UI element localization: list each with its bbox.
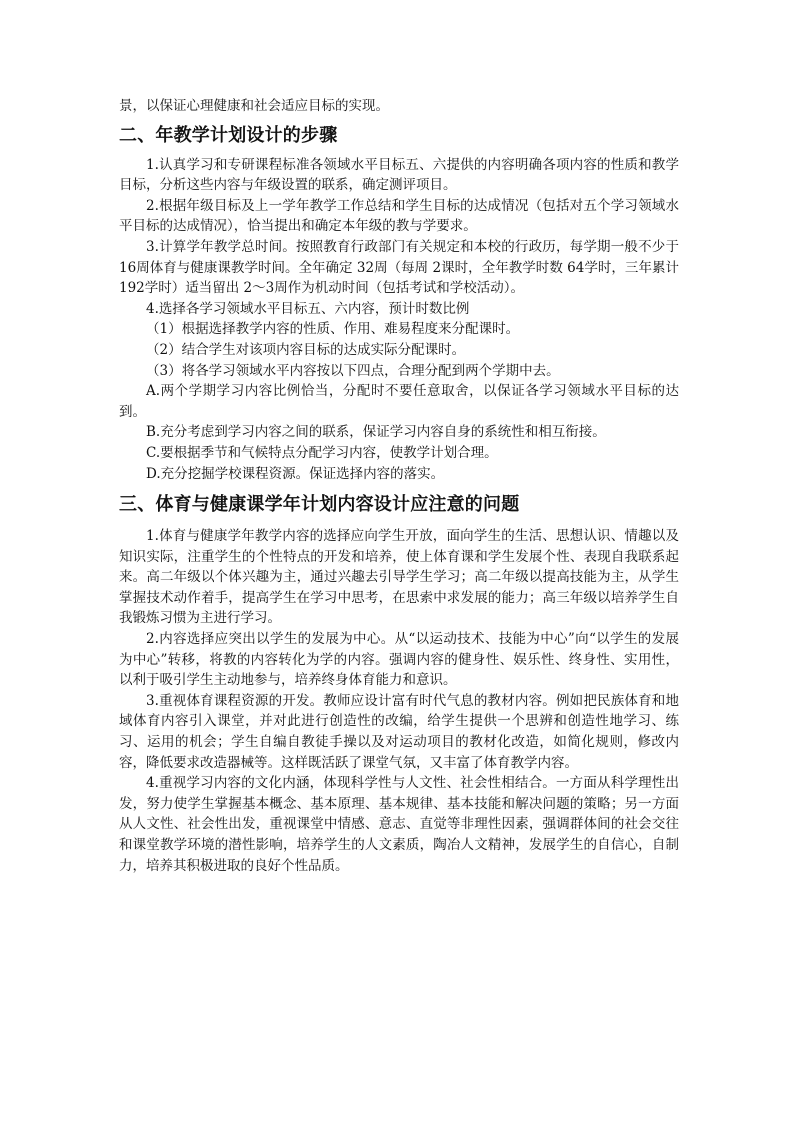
- step-4-paragraph: 4.选择各学习领域水平目标五、六内容，预计时数比例: [146, 300, 470, 317]
- issue-1-paragraph: 1.体育与健康学年教学内容的选择应向学生开放，面向学生的生活、思想认识、情趣以及知识实际，注重学生的个性特点的开发和培养，使上体育课和学生发展个性、表现自我联系起来。高二年级以个体兴趣为主，通过兴趣去引导学生学习；高二年级以提高技能为主，从学生掌握技术动作着手，提高学生在学习中思考，在思索中求发展的能力；高三年级以培养学生自我锻炼习惯为主进行学习。: [119, 528, 679, 627]
- point-c-paragraph: C.要根据季节和气候特点分配学习内容，使教学计划合理。: [146, 444, 498, 461]
- issue-3-paragraph: 3.重视体育课程资源的开发。教师应设计富有时代气息的教材内容。例如把民族体育和地域体育内容引入课堂，并对此进行创造性的改编，给学生提供一个思辨和创造性地学习、练习、运用的机会；学生自编自教徒手操以及对运动项目的教材化改造，如简化规则，修改内容，降低要求改造器械等。这样既活跃了课堂气氛，又丰富了体育教学内容。: [119, 692, 679, 771]
- step-3-paragraph: 3.计算学年教学总时间。按照教育行政部门有关规定和本校的行政历，每学期一般不少于 16周体育与健康课教学时间。全年确定 32周（每周 2课时，全年教学时数 64学时，三年累计 192学时）适当留出 2～3周作为机动时间（包括考试和学校活动）。: [119, 238, 679, 297]
- point-d-paragraph: D.充分挖掘学校课程资源。保证选择内容的落实。: [146, 465, 445, 482]
- issue-2-paragraph: 2.内容选择应突出以学生的发展为中心。从“以运动技术、技能为中心”向“以学生的发展为中心”转移，将教的内容转化为学的内容。强调内容的健身性、娱乐性、终身性、实用性，以利于吸引学生主动地参与，培养终身体育能力和意识。: [119, 631, 679, 689]
- section-heading-steps: 二、年教学计划设计的步骤: [119, 124, 338, 146]
- issue-4-paragraph: 4.重视学习内容的文化内涵，体现科学性与人文性、社会性相结合。一方面从科学理性出发，努力使学生掌握基本概念、基本原理、基本规律、基本技能和解决问题的策略；另一方面从人文性、社会性出发，重视课堂中情感、意志、直觉等非理性因素，强调群体间的社会交往和课堂教学环境的潜性影响，培养学生的人文素质，陶冶人文精神，发展学生的自信心，自制力，培养其积极进取的良好个性品质。: [119, 775, 679, 874]
- continued-paragraph: 景，以保证心理健康和社会适应目标的实现。: [119, 98, 389, 114]
- step-4-item-1: （1）根据选择教学内容的性质、作用、难易程度来分配课时。: [146, 321, 520, 338]
- point-a-paragraph: A.两个学期学习内容比例恰当，分配时不要任意取舍，以保证各学习领域水平目标的达到。: [119, 383, 679, 420]
- step-1-paragraph: 1.认真学习和专研课程标准各领域水平目标五、六提供的内容明确各项内容的性质和教学目标，分析这些内容与年级设置的联系，确定测评项目。: [119, 156, 679, 194]
- point-b-paragraph: B.充分考虑到学习内容之间的联系，保证学习内容自身的系统性和相互衔接。: [146, 424, 606, 441]
- step-4-item-2: （2）结合学生对该项内容目标的达成实际分配课时。: [146, 341, 466, 358]
- section-heading-issues: 三、体育与健康课学年计划内容设计应注意的问题: [119, 494, 520, 516]
- step-4-item-3: （3）将各学习领域水平内容按以下四点，合理分配到两个学期中去。: [146, 362, 560, 379]
- step-2-paragraph: 2.根据年级目标及上一学年教学工作总结和学生目标的达成情况（包括对五个学习领域水平目标的达成情况），恰当提出和确定本年级的教与学要求。: [119, 197, 679, 235]
- document-page: [119, 96, 679, 876]
